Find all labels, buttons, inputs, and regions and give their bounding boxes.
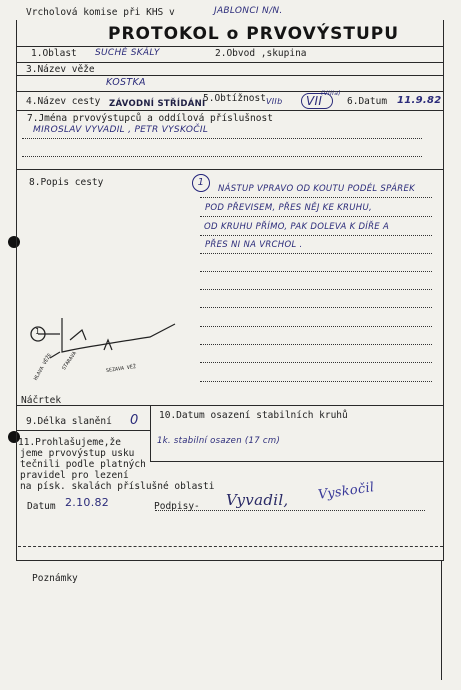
difficulty-sup: (VIIIa)	[321, 90, 341, 97]
area-value: SUCHÉ SKÁLY	[95, 48, 160, 58]
climbers-value: MIROSLAV VYVADIL , PETR VYSKOČIL	[33, 125, 209, 135]
difficulty-prefix: VIIb	[266, 97, 283, 106]
tower-value: KOSTKA	[106, 77, 146, 88]
date-value: 11.9.82	[397, 95, 442, 106]
route-value: ZÁVODNÍ STŘÍDÁNÍ	[109, 99, 206, 109]
description-label: 8.Popis cesty	[29, 177, 104, 188]
difficulty-value: VII	[301, 93, 333, 109]
sketch-label-mid: STARAVA	[61, 350, 79, 372]
declaration-line-1: 11.Prohlašujeme,že	[18, 437, 121, 448]
district-label: 2.Obvod ,skupina	[215, 48, 307, 59]
description-marker: 1	[192, 174, 210, 192]
decl-date-value: 2.10.82	[65, 496, 110, 509]
sketch-label-left: HLAVA VĚŽE	[32, 352, 54, 382]
climbers-label: 7.Jména prvovýstupců a oddílová příslušnost	[27, 113, 273, 124]
signatures-label: Podpisy-	[154, 501, 200, 512]
rappel-value: 0	[130, 413, 139, 428]
description-line-text-4: PŘES NI NA VRCHOL .	[205, 240, 303, 250]
declaration-line-3: tečnili podle platných	[20, 459, 146, 470]
declaration-line-4: pravidel pro lezení	[20, 470, 129, 481]
area-label: 1.Oblast	[31, 48, 77, 59]
declaration-line-2: jeme prvovýstup usku	[20, 448, 135, 459]
rappel-label: 9.Délka slanění	[26, 416, 112, 427]
date-label: 6.Datum	[347, 96, 388, 107]
sketch-label-right: SEZAVA VĚŽ	[105, 363, 137, 375]
page-title: PROTOKOL o PRVOVÝSTUPU	[108, 24, 400, 44]
signature-2: Vyskočil	[317, 480, 376, 503]
notes-label: Poznámky	[32, 573, 78, 584]
sketch-label: Náčrtek	[21, 395, 62, 406]
signature-1: Vyvadil,	[226, 491, 289, 509]
committee-value: JABLONCI N/N.	[214, 6, 283, 16]
declaration-line-5: na písk. skalách příslušné oblasti	[20, 481, 215, 492]
anchors-label: 10.Datum osazení stabilních kruhů	[159, 410, 348, 421]
route-label: 4.Název cesty	[26, 96, 101, 107]
tower-label: 3.Název věže	[26, 64, 95, 75]
committee-label: Vrcholová komise při KHS v	[26, 7, 175, 18]
anchors-value: 1k. stabilní osazen (17 cm)	[157, 436, 281, 446]
sketch-marker: 1	[35, 327, 40, 336]
description-line-text-3: OD KRUHU PŘÍMO, PAK DOLEVA K DÍŘE A	[204, 222, 390, 232]
difficulty-label: 5.Obtížnost	[203, 93, 266, 104]
decl-date-label: Datum	[27, 501, 56, 512]
description-line-text-1: NÁSTUP VPRAVO OD KOUTU PODÉL SPÁREK	[218, 184, 415, 194]
description-line-text-2: POD PŘEVISEM, PŘES NĚJ KE KRUHU,	[205, 203, 372, 213]
